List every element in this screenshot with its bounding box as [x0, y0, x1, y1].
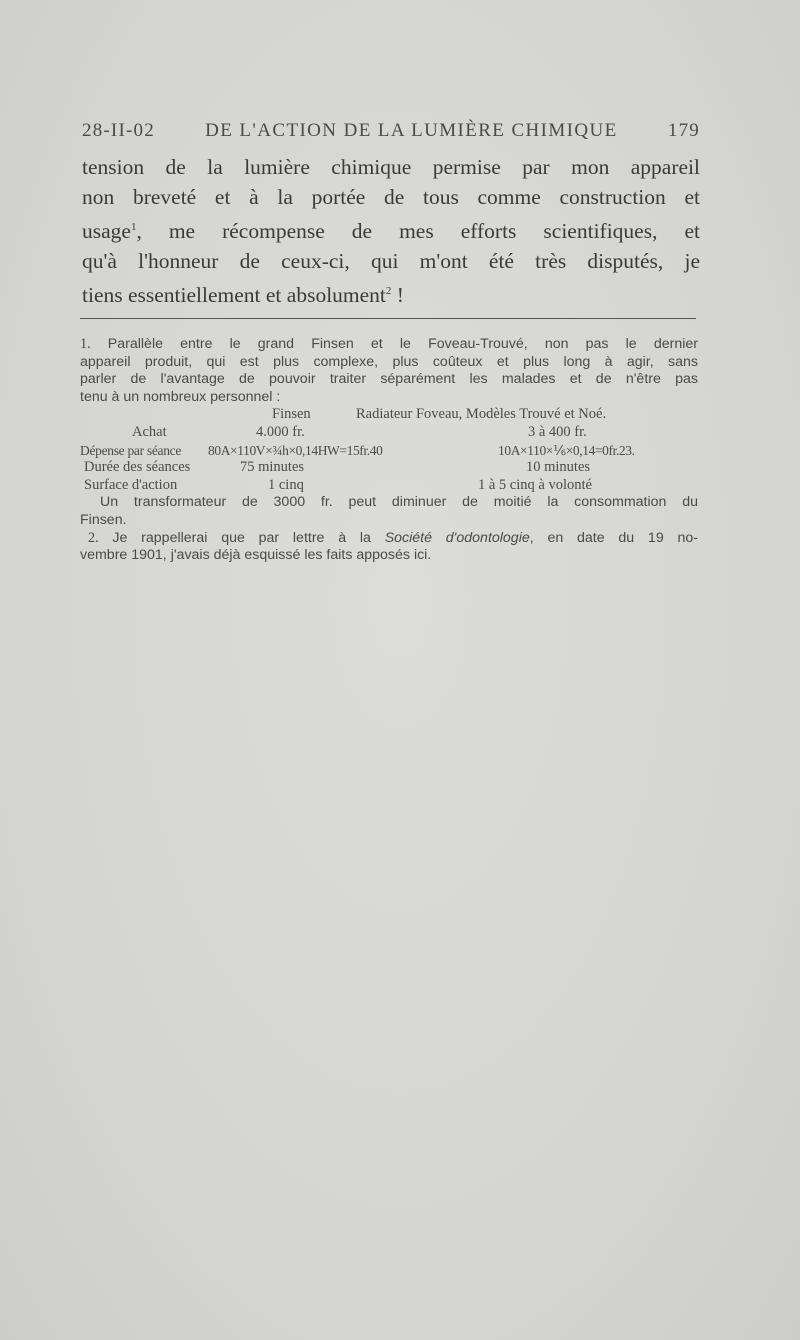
body-line: usage$^1$, me récompense de mes efforts scientifiques, et — [82, 219, 700, 243]
table-header-foveau: Radiateur Foveau, Modèles Trouvé et Noé. — [356, 406, 607, 423]
footnote-ref: 1 — [130, 221, 137, 233]
footnote-1-line: tenu à un nombreux personnel : — [80, 388, 281, 405]
table-row: Durée des séances 75 minutes 10 minutes — [84, 459, 591, 476]
page-number: 179 — [667, 120, 700, 141]
table-row: Achat 4.000 fr. 3 à 400 fr. — [132, 423, 587, 440]
table-row: Surface d'action 1 cinq 1 à 5 cinq à volonté — [84, 476, 592, 493]
footnote-1-line: Finsen. — [80, 511, 127, 528]
comparison-table — [80, 406, 698, 494]
footnote-1-line: parler de l'avantage de pouvoir traiter séparément les malades et de n'être pas — [80, 371, 698, 388]
footnote-2-line: 2. Je rappellerai que par lettre à la Société d'odontologie, en date du 19 no- — [88, 529, 698, 546]
running-head — [82, 120, 700, 142]
footnote-2-line: vembre 1901, j'avais déjà esquissé les faits apposés ici. — [80, 547, 432, 564]
footnote-1-line: Un transformateur de 3000 fr. peut diminuer de moitié la consommation du — [100, 494, 698, 511]
footnote-rule — [80, 318, 696, 319]
body-line: tiens essentiellement et absolument$^2$ ! — [82, 283, 404, 307]
table-header-finsen: Finsen — [272, 406, 311, 423]
running-head-title: DE L'ACTION DE LA LUMIÈRE CHIMIQUE — [205, 120, 618, 141]
running-head-date: 28-II-02 — [82, 120, 155, 141]
table-header — [80, 406, 698, 424]
body-paragraph — [82, 152, 700, 310]
body-line: non breveté et à la portée de tous comme construction et — [82, 185, 700, 209]
table-row: Dépense par séance 80A×110V×¾h×0,14HW=15fr.40 10A×110×⅙×0,14=0fr.23. — [80, 442, 635, 458]
footnote-1-line: appareil produit, qui est plus complexe, plus coûteux et plus long à agir, sans — [80, 353, 698, 370]
body-line: tension de la lumière chimique permise par mon appareil — [82, 155, 700, 179]
footnotes — [80, 336, 698, 565]
body-line: qu'à l'honneur de ceux-ci, qui m'ont été très disputés, je — [82, 249, 700, 273]
footnote-1-line: 1. Parallèle entre le grand Finsen et le Foveau-Trouvé, non pas le dernier — [80, 336, 698, 352]
footnote-ref: 2 — [385, 285, 392, 297]
